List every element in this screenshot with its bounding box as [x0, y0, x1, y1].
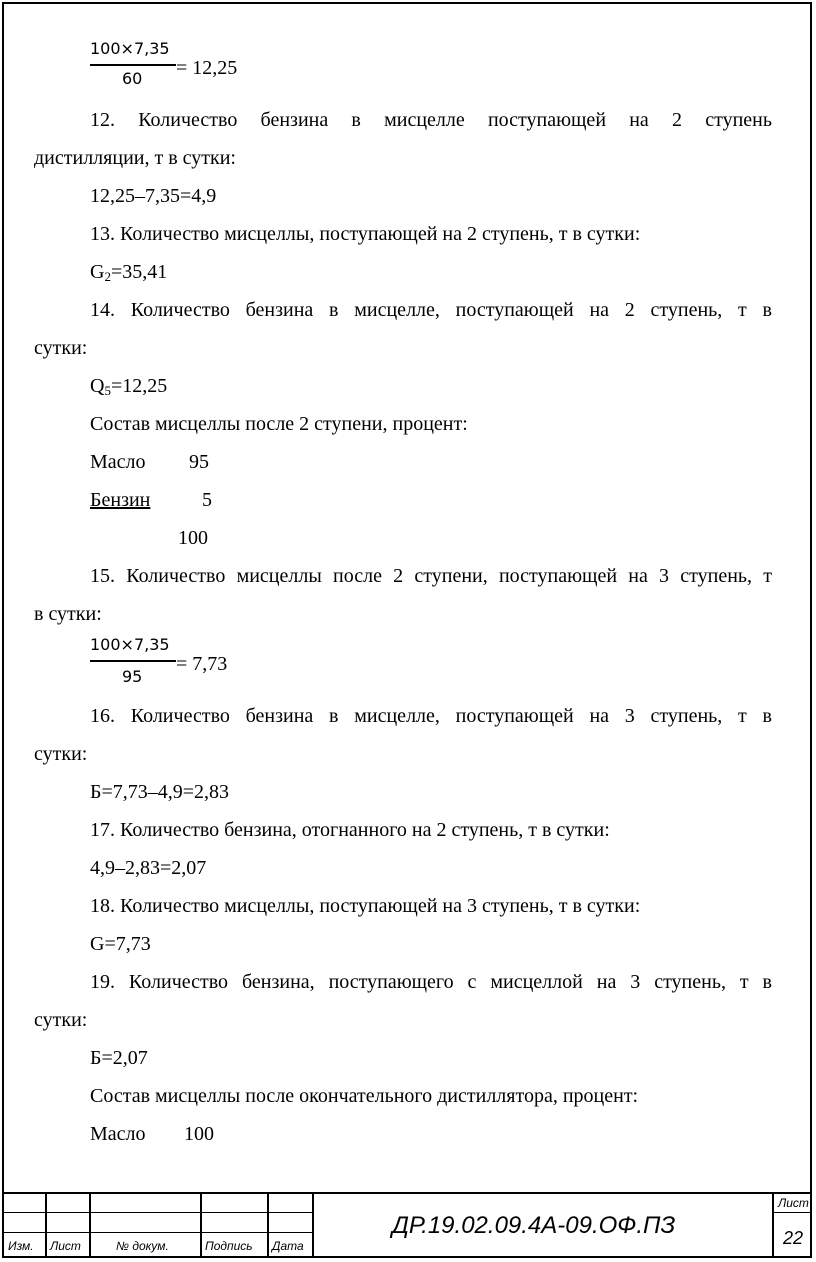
item-18-value: G=7,73: [90, 933, 151, 955]
composition-1-row-1-name: Масло: [90, 451, 146, 473]
item-19-line-2: сутки:: [34, 1009, 88, 1031]
item-17-text: 17. Количество бензина, отогнанного на 2 ступень, т в сутки:: [90, 819, 610, 841]
fraction-2-numerator: 100×7,35: [90, 635, 170, 654]
composition-1-row-2-value: 5: [202, 489, 212, 511]
item-19-line-1: 19. Количество бензина, поступающего с мисцеллой на 3 ступень, т в: [90, 971, 772, 993]
fraction-2-result: = 7,73: [176, 653, 228, 675]
title-block: [2, 1192, 812, 1258]
item-14-value-sub: 5: [104, 383, 111, 398]
item-13-value: [90, 260, 167, 284]
stamp-col-1: [45, 1192, 47, 1256]
item-14-line-2: сутки:: [34, 337, 88, 359]
document-code: ДР.19.02.09.4А-09.ОФ.ПЗ: [392, 1212, 676, 1239]
sheet-label: Лист: [778, 1196, 809, 1210]
composition-2-row-1-value: 100: [184, 1123, 214, 1145]
item-12-value: 12,25–7,35=4,9: [90, 185, 217, 207]
stamp-label-list: Лист: [50, 1239, 81, 1253]
stamp-col-2: [89, 1192, 91, 1256]
item-14-value: [90, 374, 167, 398]
item-13-value-rest: =35,41: [110, 261, 168, 283]
fraction-2-bar: [90, 660, 176, 662]
stamp-label-signature: Подпись: [205, 1239, 253, 1253]
item-14-value-rest: =12,25: [110, 375, 168, 397]
item-14-line-1: 14. Количество бензина в мисцелле, поступающей на 2 ступень, т в: [90, 299, 772, 321]
sheet-number: 22: [783, 1228, 804, 1248]
stamp-label-doc-number: № докум.: [116, 1239, 169, 1253]
composition-1-row-2-name: Бензин: [90, 489, 151, 511]
composition-1-row-1-value: 95: [189, 451, 209, 473]
stamp-row-line-1: [2, 1212, 312, 1213]
stamp-col-3: [200, 1192, 202, 1256]
composition-1-title: Состав мисцеллы после 2 ступени, процент:: [90, 413, 468, 435]
stamp-col-4: [267, 1192, 269, 1256]
item-15-line-2: в сутки:: [34, 603, 102, 625]
item-17-value: 4,9–2,83=2,07: [90, 857, 207, 879]
item-18-text: 18. Количество мисцеллы, поступающей на 3 ступень, т в сутки:: [90, 895, 641, 917]
composition-2-row-1-name: Масло: [90, 1123, 146, 1145]
stamp-col-6: [772, 1192, 774, 1256]
stamp-row-line-2: [2, 1232, 312, 1233]
stamp-label-izm: Изм.: [8, 1239, 34, 1253]
fraction-1-result: = 12,25: [176, 57, 238, 79]
item-14-value-prefix: Q: [90, 375, 105, 397]
item-16-line-2: сутки:: [34, 743, 88, 765]
item-12-line-1: 12. Количество бензина в мисцелле поступающей на 2 ступень: [90, 109, 772, 131]
fraction-2-denominator: 95: [122, 667, 143, 686]
stamp-label-date: Дата: [272, 1239, 304, 1253]
item-16-value: Б=7,73–4,9=2,83: [90, 781, 230, 803]
item-13-value-sub: 2: [104, 269, 111, 284]
fraction-1-bar: [90, 64, 176, 66]
stamp-sheet-divider: [772, 1212, 812, 1213]
item-16-line-1: 16. Количество бензина в мисцелле, поступающей на 3 ступень, т в: [90, 705, 772, 727]
item-13-value-prefix: G: [90, 261, 105, 283]
stamp-col-5: [312, 1192, 314, 1256]
fraction-1-denominator: 60: [122, 69, 143, 88]
stamp-top-border: [2, 1192, 812, 1194]
item-12-line-2: дистилляции, т в сутки:: [34, 147, 236, 169]
fraction-1-numerator: 100×7,35: [90, 39, 170, 58]
composition-2-title: Состав мисцеллы после окончательного дистиллятора, процент:: [90, 1085, 639, 1107]
item-19-value: Б=2,07: [90, 1047, 148, 1069]
item-13-text: 13. Количество мисцеллы, поступающей на 2 ступень, т в сутки:: [90, 223, 641, 245]
composition-1-row-2: [90, 488, 212, 512]
item-15-line-1: 15. Количество мисцеллы после 2 ступени, поступающей на 3 ступень, т: [90, 565, 772, 587]
composition-1-total: 100: [178, 527, 208, 549]
